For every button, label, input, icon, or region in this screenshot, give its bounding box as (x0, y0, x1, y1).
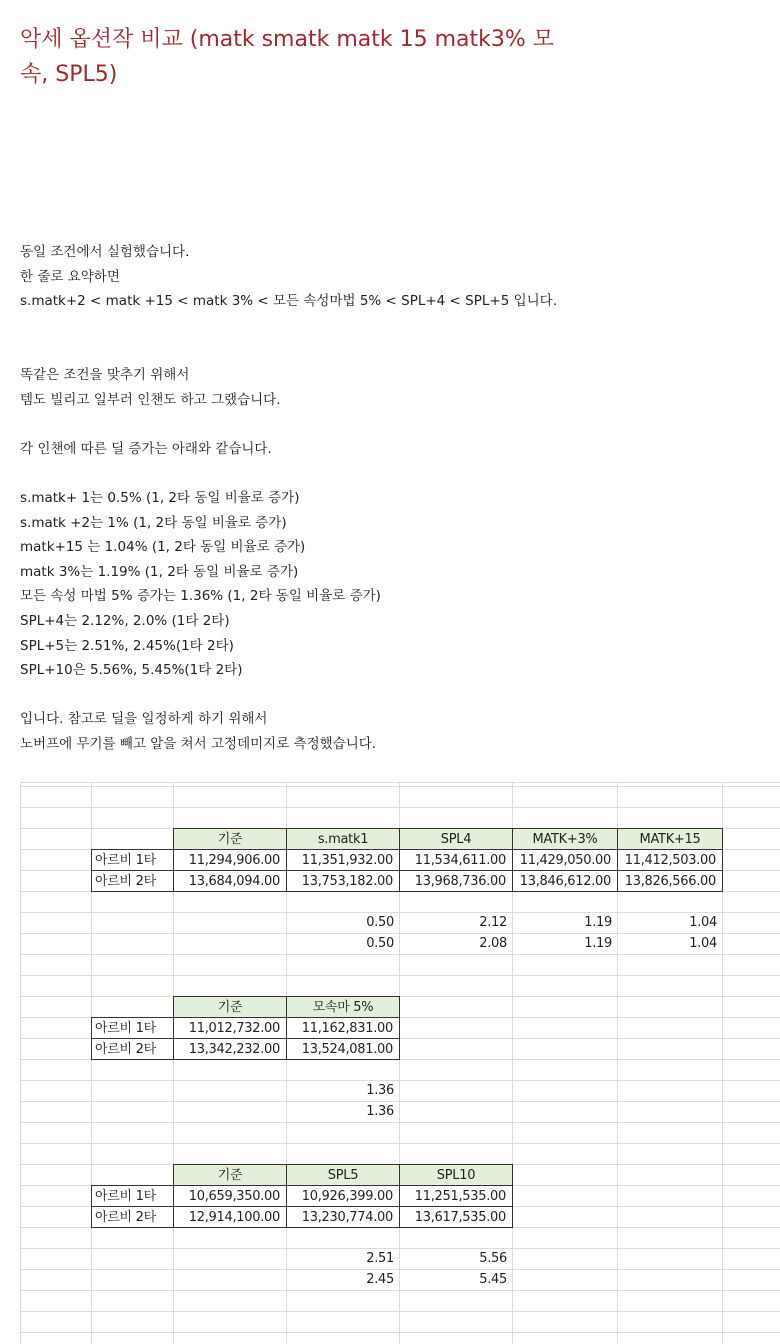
table-header-cell: SPL4 (399, 828, 513, 850)
row-label-cell: 아르비 2타 (91, 870, 174, 892)
percent-cell: 1.04 (689, 915, 717, 930)
value-cell: 11,012,732.00 (173, 1017, 287, 1039)
value-cell: 11,294,906.00 (173, 849, 287, 871)
percent-cell: 1.36 (366, 1104, 394, 1119)
text-line: s.matk +2는 1% (1, 2타 동일 비율로 증가) (20, 514, 287, 531)
grid-row-line (20, 1311, 780, 1312)
grid-row-line (20, 1080, 780, 1081)
table-header-cell: SPL10 (399, 1164, 513, 1186)
percent-cell: 0.50 (366, 936, 394, 951)
percent-cell: 1.36 (366, 1083, 394, 1098)
percent-cell: 5.56 (479, 1251, 507, 1266)
value-cell: 11,162,831.00 (286, 1017, 400, 1039)
percent-cell: 1.19 (584, 936, 612, 951)
grid-row-line (20, 1101, 780, 1102)
value-cell: 10,926,399.00 (286, 1185, 400, 1207)
text-line: SPL+10은 5.56%, 5.45%(1타 2타) (20, 662, 243, 679)
row-label-cell: 아르비 1타 (91, 1185, 174, 1207)
body-text (20, 240, 760, 756)
row-label-cell: 아르비 1타 (91, 1017, 174, 1039)
table-header-cell: MATK+3% (512, 828, 618, 850)
text-line: SPL+4는 2.12%, 2.0% (1타 2타) (20, 612, 230, 629)
value-cell: 10,659,350.00 (173, 1185, 287, 1207)
value-cell: 11,534,611.00 (399, 849, 513, 871)
table-header-cell: MATK+15 (617, 828, 723, 850)
table-header-cell: 기준 (173, 996, 287, 1018)
percent-cell: 2.12 (479, 915, 507, 930)
text-line: 동일 조건에서 실험했습니다. (20, 244, 190, 260)
percent-cell: 1.04 (689, 936, 717, 951)
blank-line (20, 461, 760, 486)
value-cell: 13,342,232.00 (173, 1038, 287, 1060)
value-cell: 12,914,100.00 (173, 1206, 287, 1228)
value-cell: 13,753,182.00 (286, 870, 400, 892)
blank-line (20, 412, 760, 437)
blank-line (20, 683, 760, 708)
value-cell: 11,429,050.00 (512, 849, 618, 871)
value-cell: 13,524,081.00 (286, 1038, 400, 1060)
table-header-cell: 기준 (173, 828, 287, 850)
blank-line (20, 338, 760, 363)
value-cell: 13,846,612.00 (512, 870, 618, 892)
percent-cell: 0.50 (366, 915, 394, 930)
text-line: 노버프에 무기를 빼고 알을 쳐서 고정데미지로 측정했습니다. (20, 735, 377, 752)
value-cell: 13,230,774.00 (286, 1206, 400, 1228)
text-line: 각 인챈에 따른 딜 증가는 아래와 같습니다. (20, 440, 272, 457)
value-cell: 13,617,535.00 (399, 1206, 513, 1228)
text-line: 한 줄로 요약하면 (20, 268, 120, 285)
table-header-cell: s.matk1 (286, 828, 400, 850)
text-line: matk 3%는 1.19% (1, 2타 동일 비율로 증가) (20, 563, 299, 580)
value-cell: 11,351,932.00 (286, 849, 400, 871)
percent-cell: 2.08 (479, 936, 507, 951)
value-cell: 11,251,535.00 (399, 1185, 513, 1207)
spreadsheet-image (20, 782, 780, 1344)
text-line: 모든 속성 마법 5% 증가는 1.36% (1, 2타 동일 비율로 증가) (20, 588, 381, 605)
text-line: SPL+5는 2.51%, 2.45%(1타 2타) (20, 637, 234, 654)
table-header-cell: 모속마 5% (286, 996, 400, 1018)
grid-row-line (20, 807, 780, 808)
text-line: matk+15 는 1.04% (1, 2타 동일 비율로 증가) (20, 539, 306, 556)
percent-cell: 2.45 (366, 1272, 394, 1287)
grid-row-line (20, 996, 780, 997)
grid-row-line (20, 1122, 780, 1123)
row-label-cell: 아르비 2타 (91, 1206, 174, 1228)
row-label-cell: 아르비 2타 (91, 1038, 174, 1060)
value-cell: 13,968,736.00 (399, 870, 513, 892)
table-header-cell: 기준 (173, 1164, 287, 1186)
percent-cell: 1.19 (584, 915, 612, 930)
text-line: 똑같은 조건을 맞추기 위해서 (20, 366, 190, 383)
page-title: 악세 옵션작 비교 (matk smatk matk 15 matk3% 모속, SPL5) (20, 27, 555, 87)
value-cell: 11,412,503.00 (617, 849, 723, 871)
percent-cell: 5.45 (479, 1272, 507, 1287)
row-label-cell: 아르비 1타 (91, 849, 174, 871)
text-line: 입니다. 참고로 딜을 일정하게 하기 위해서 (20, 711, 268, 728)
text-line: s.matk+2 < matk +15 < matk 3% < 모든 속성마법 5% < SPL+4 < SPL+5 입니다. (20, 293, 558, 310)
grid-row-line (20, 1143, 780, 1144)
value-cell: 13,826,566.00 (617, 870, 723, 892)
text-line: 템도 빌리고 일부러 인챈도 하고 그랬습니다. (20, 391, 281, 408)
grid-row-line (20, 1332, 780, 1333)
grid-row-line (20, 975, 780, 976)
blank-line (20, 314, 760, 339)
percent-cell: 2.51 (366, 1251, 394, 1266)
grid-row-line (20, 786, 780, 787)
table-header-cell: SPL5 (286, 1164, 400, 1186)
value-cell: 13,684,094.00 (173, 870, 287, 892)
text-line: s.matk+ 1는 0.5% (1, 2타 동일 비율로 증가) (20, 489, 300, 506)
